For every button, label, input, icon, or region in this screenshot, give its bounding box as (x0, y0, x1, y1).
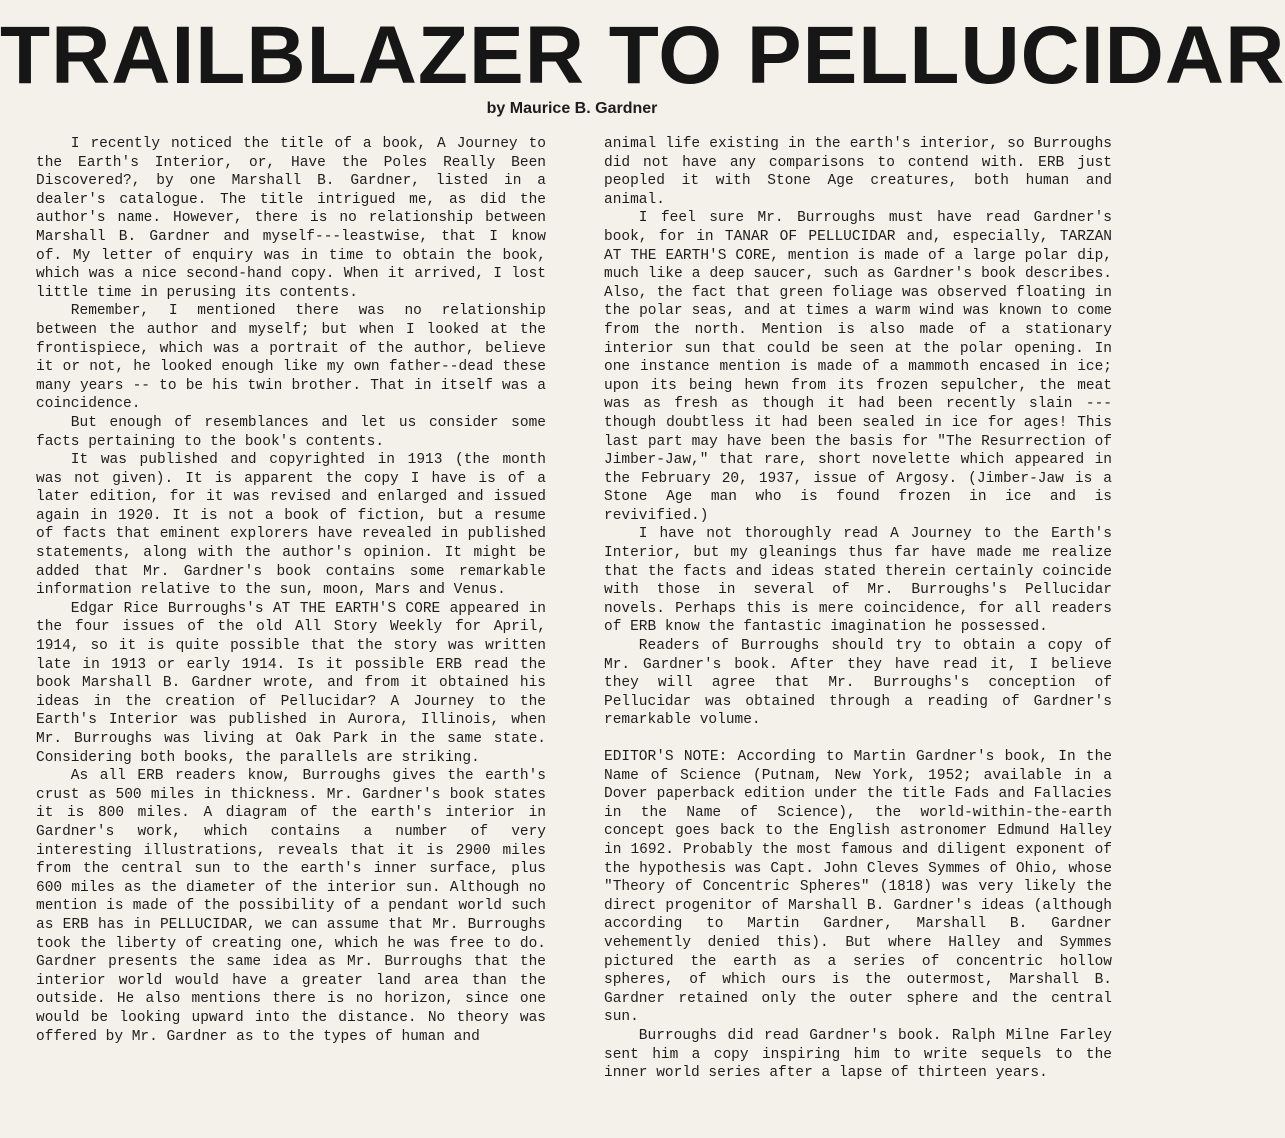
right-column (604, 135, 1112, 1083)
paragraph: It was published and copyrighted in 1913 (the month was not given). It is apparent the copy I have is of a later edition, for it was revised and enlarged and issued again in 1920. It is not a book of fiction, but a resume of facts that eminent explorers have revealed in published statements, along with the author's opinion. It might be added that Mr. Gardner's book contains some remarkable information relative to the sun, moon, Mars and Venus. (36, 452, 546, 599)
paragraph: I recently noticed the title of a book, A Journey to the Earth's Interior, or, Have the Poles Really Been Discovered?, by one Marshall B. Gardner, listed in a dealer's catalogue. The title intrigued me, as did the author's name. However, there is no relationship between Marshall B. Gardner and myself---leastwise, that I know of. My letter of enquiry was in time to obtain the book, which was a nice second-hand copy. When it arrived, I lost little time in perusing its contents. (36, 136, 546, 301)
paragraph: Remember, I mentioned there was no relationship between the author and myself; but when I looked at the frontispiece, which was a portrait of the author, believe it or not, he looked enough like my own father--dead these many years -- to be his twin brother. That in itself was a coincidence. (36, 303, 546, 413)
paragraph: But enough of resemblances and let us consider some facts pertaining to the book's contents. (36, 414, 546, 450)
editors-note: EDITOR'S NOTE: According to Martin Gardner's book, In the Name of Science (Putnam, New York, 1952; available in a Dover paperback edition under the title Fads and Fallacies in the Name of Science), the world-within-the-earth concept goes back to the English astronomer Edmund Halley in 1692. Probably the most famous and diligent exponent of the hypothesis was Capt. John Cleves Symmes of Ohio, whose "Theory of Concentric Spheres" (1818) was very likely the direct progenitor of Marshall B. Gardner's ideas (although according to Martin Gardner, Marshall B. Gardner vehemently denied this). But where Halley and Symmes pictured the earth as a series of concentric hollow spheres, of which ours is the outermost, Marshall B. Gardner retained only the outer sphere and the central sun. (604, 749, 1112, 1026)
paragraph: animal life existing in the earth's interior, so Burroughs did not have any comparisons to contend with. ERB just peopled it with Stone Age creatures, both human and animal. (604, 136, 1112, 208)
paragraph: Burroughs did read Gardner's book. Ralph Milne Farley sent him a copy inspiring him to write sequels to the inner world series after a lapse of thirteen years. (604, 1027, 1112, 1082)
byline: by Maurice B. Gardner (486, 100, 658, 117)
paragraph: I feel sure Mr. Burroughs must have read Gardner's book, for in TANAR OF PELLUCIDAR and, especially, TARZAN AT THE EARTH'S CORE, mention is made of a large polar dip, much like a deep saucer, such as Gardner's book describes. Also, the fact that green foliage was observed floating in the polar seas, and at times a warm wind was known to come from the north. Mention is also made of a stationary interior sun that could be seen at the polar opening. In one instance mention is made of a mammoth encased in ice; upon its being hewn from its frozen sepulcher, the meat was as fresh as though it had been recently slain --- though doubtless it had been sealed in ice for ages! This last part may have been the basis for "The Resurrection of Jimber-Jaw," that rare, short novelette which appeared in the February 20, 1937, issue of Argosy. (Jimber-Jaw is a Stone Age man who is found frozen in ice and is revivified.) (604, 210, 1112, 524)
paragraph: Edgar Rice Burroughs's AT THE EARTH'S CORE appeared in the four issues of the old All Story Weekly for April, 1914, so it is quite possible that the story was written late in 1913 or early 1914. Is it possible ERB read the book Marshall B. Gardner wrote, and from it obtained his ideas in the creation of Pellucidar? A Journey to the Earth's Interior was published in Aurora, Illinois, when Mr. Burroughs was living at Oak Park in the same state. Considering both books, the parallels are striking. (36, 600, 546, 766)
paragraph: As all ERB readers know, Burroughs gives the earth's crust as 500 miles in thickness. Mr. Gardner's book states it is 800 miles. A diagram of the earth's interior in Gardner's work, which contains a number of very interesting illustrations, reveals that it is 2900 miles from the central sun to the earth's inner surface, plus 600 miles as the diameter of the interior sun. Although no mention is made of the possibility of a pendant world such as ERB has in PELLUCIDAR, we can assume that Mr. Burroughs took the liberty of creating one, which he was free to do. Gardner presents the same idea as Mr. Burroughs that the interior world would have a greater land area than the outside. He also mentions there is no horizon, since one would be looking upward into the distance. No theory was offered by Mr. Gardner as to the types of human and (36, 768, 546, 1045)
paragraph: I have not thoroughly read A Journey to the Earth's Interior, but my gleanings thus far have made me realize that the facts and ideas stated therein certainly coincide with those in several of Mr. Burroughs's Pellucidar novels. Perhaps this is mere coincidence, for all readers of ERB know the fantastic imagination he possessed. (604, 526, 1112, 636)
article-title: TRAILBLAZER TO PELLUCIDAR (0, 10, 1285, 101)
paragraph: Readers of Burroughs should try to obtain a copy of Mr. Gardner's book. After they have read it, I believe they will agree that Mr. Burroughs's conception of Pellucidar was obtained through a reading of Gardner's remarkable volume. (604, 638, 1112, 729)
left-column (36, 135, 546, 1046)
